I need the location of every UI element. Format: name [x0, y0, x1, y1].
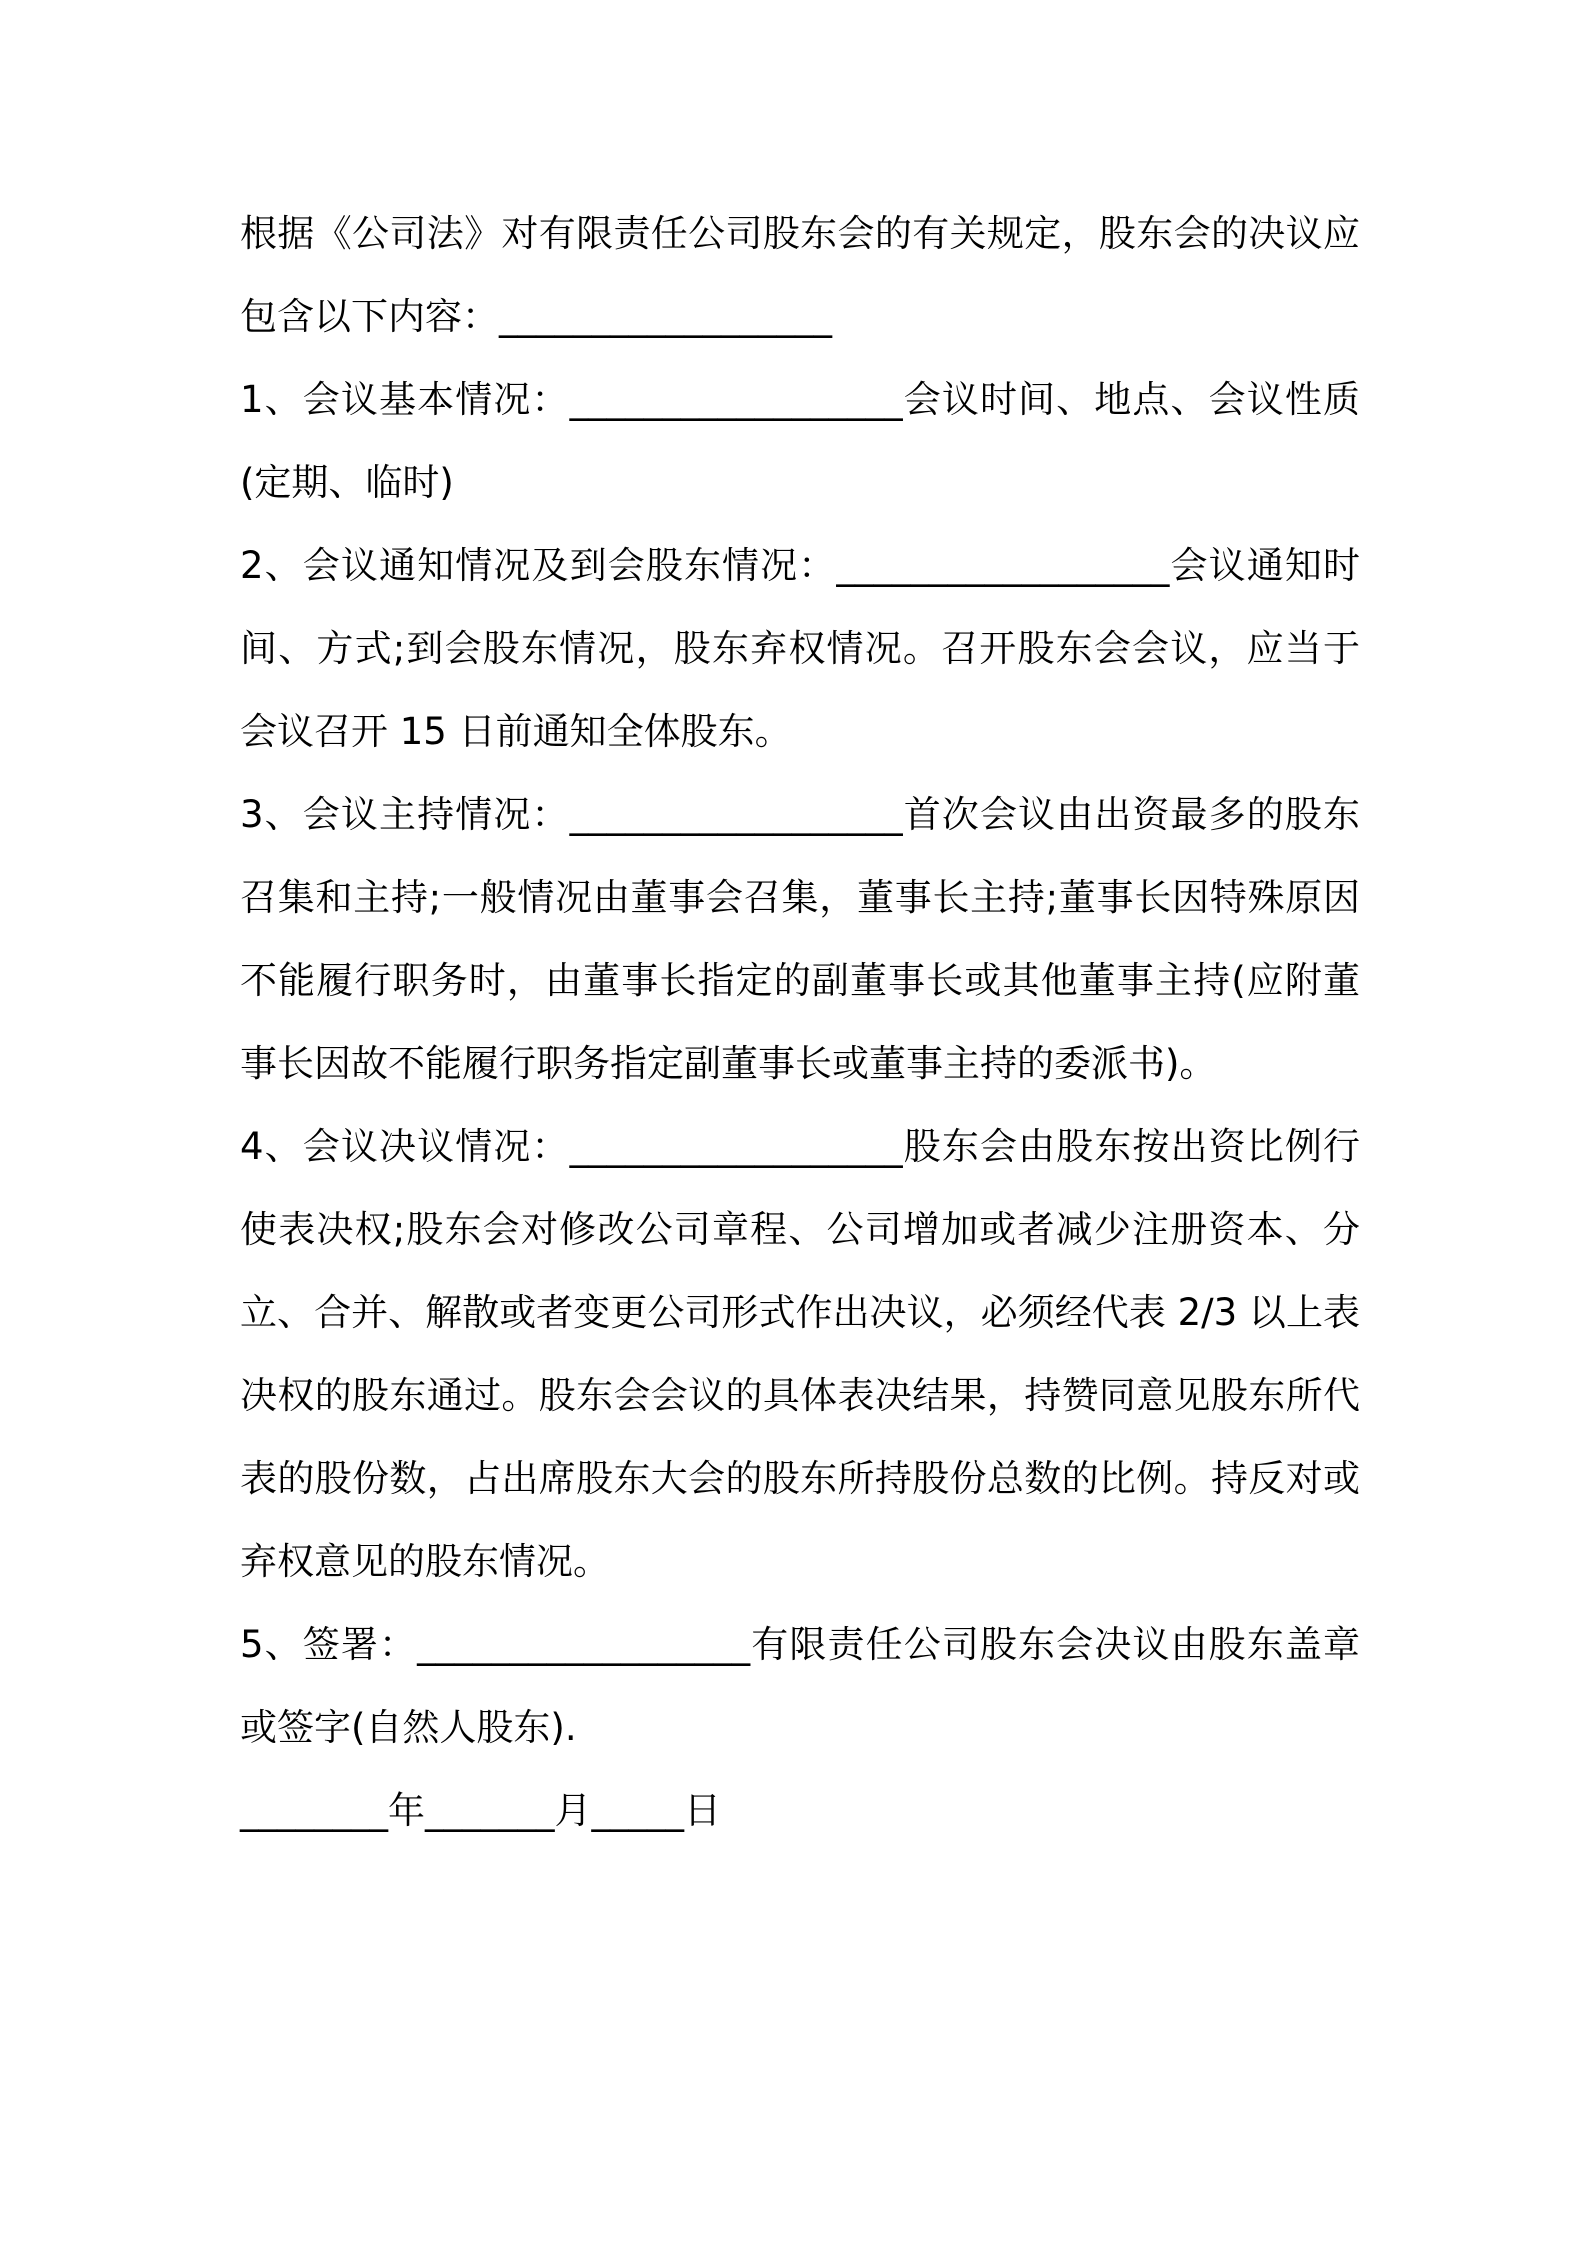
date-line: ________年_______月_____日	[240, 1789, 721, 1832]
item-meeting-chair: 3、会议主持情况：__________________首次会议由出资最多的股东召集和主持;一般情况由董事会召集，董事长主持;董事长因特殊原因不能履行职务时，由董事长指定的副董事长或其他董事主持(应附董事长因故不能履行职务指定副董事长或董事主持的委派书)。	[240, 793, 1360, 1085]
intro-paragraph: 根据《公司法》对有限责任公司股东会的有关规定，股东会的决议应包含以下内容：__________________	[240, 212, 1360, 338]
item-meeting-basics: 1、会议基本情况：__________________会议时间、地点、会议性质(定期、临时)	[240, 378, 1360, 504]
item-meeting-resolution: 4、会议决议情况：__________________股东会由股东按出资比例行使表决权;股东会对修改公司章程、公司增加或者减少注册资本、分立、合并、解散或者变更公司形式作出决议，必须经代表 2/3 以上表决权的股东通过。股东会会议的具体表决结果，持赞同意见股东所代表的股份数，占出席股东大会的股东所持股份总数的比例。持反对或弃权意见的股东情况。	[240, 1125, 1360, 1583]
document-body	[240, 192, 1360, 1852]
item-meeting-notice: 2、会议通知情况及到会股东情况：__________________会议通知时间、方式;到会股东情况，股东弃权情况。召开股东会会议，应当于会议召开 15 日前通知全体股东。	[240, 544, 1360, 753]
item-signature: 5、签署：__________________有限责任公司股东会决议由股东盖章或签字(自然人股东).	[240, 1623, 1360, 1749]
